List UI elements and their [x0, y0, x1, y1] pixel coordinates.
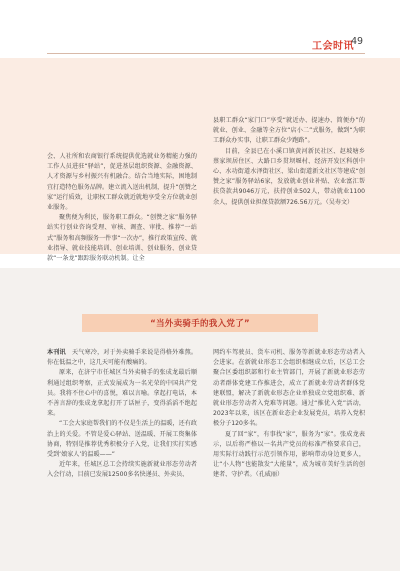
byline: 本刊讯: [47, 349, 66, 356]
paragraph: “工会大家庭帮我们的不仅是生活上的温暖，还有政治上的关爱。不管是爱心驿站、送温暖、开展工资集体协商，特别是推荐优秀积极分子入党，让我们实打实感受到‘娘家人’的温暖——”: [47, 420, 197, 459]
paragraph: 会、人社所和农商银行系统提供优选就业务精能力强的工作人员进驻“驿站”，促进基层组织资源、金融资源、人才资源与乡村振兴有机融合。结合当地实际，困地制宜打造特色服务品牌。建立流入送出机制，提升“创赞之家”运行质效，让职权工群众就近就地享受全方位就业创业服务。: [47, 153, 197, 212]
bottom-article-right-column: [213, 348, 365, 481]
page-number: 49: [351, 36, 364, 47]
paragraph: 原来，在济宁市任城区当外卖骑手的张成龙最后顺利通过组织考察，正式发展成为一名光荣的中国共产党员。我将不住心中的喜悦，难以言喻。拿起打电话，本不善言辞的张成龙拿起打开了话匣子，变得滔滔不绝起来。: [47, 369, 197, 418]
article-title-banner: [82, 314, 318, 332]
header-divider: [47, 53, 365, 54]
paragraph: 夏了回“家”，有事找“家”，服务为“家”。张成龙表示，以后将严格以一名共产党员的标准严格要求自己，用实际行动践行示范引领作用，影响带动身边更多人，让“小人物”也能散发“大能量”，成为城市美好生活的创建者、守护者。（孔威丽）: [213, 430, 365, 479]
page-header: [0, 0, 400, 58]
lead-text: 天气寒冷，对于外卖骑手来说是得格外难熬。你在低温之中，这几天可能有酸痛的。: [47, 349, 198, 367]
top-article-right-column: [213, 116, 365, 208]
paragraph: 近年来，任城区总工会持续实施新就业形态劳动者入会行动，目前已发展12500多名快递员、外卖员、: [47, 461, 197, 479]
paragraph: 县职工群众“家门口”享受“就近办、提速办、简便办”的就业、创业、金融等全方位“店小二”式服务，做到“为职工群众办实事，让职工群众少跑路”。: [213, 117, 365, 145]
bottom-article-left-column: [47, 348, 197, 481]
lead-paragraph: [47, 348, 197, 368]
article-title: “当外卖骑手的我入党了”: [150, 319, 250, 329]
paragraph: 网约车驾驶员、货车司机、服务等新就业形态劳动者入会进家。在新就业形态工会组织相继成立后，区总工会聚合区委组织部和行业主管部门，开展了新就业形态劳动者群体党建工作推进会，成立了新就业劳动者群体党建联盟，解决了新就业形态企业单独成立党组织难、新就业形态劳动者入党难等问题。通过“推优入党”活动，2023年以来，该区在新业态企业发展党员，培养入党积极分子120多名。: [213, 349, 365, 428]
paragraph: 目前，全县已在小溪口镇黄河新民社区、赵坡塘乡蔡家坝居住区、大路口乡贯坝堰村、经济开发区科创中心、水功街道水泽街社区、梁山街道新文社区等建成“创赞之家”服务驿站6家，发放就业创业补贴、农业富汇帮扶贷款共9046万元，扶持创业502人，带动就业1100余人，提供创业担保贷款额726.56万元。（吴寿文）: [213, 147, 365, 206]
paragraph: 聚焦便为利民，服务职工群众。“创赞之家”服务驿站实行创业咨询受理、审核、调查、审批、推荐“一站式”服务和高频服务一件事“一次办”，推行政策宣传、就业指导、就业技能培训、创业培训、创业服务、创业贷款“一条龙”跟踪服务联动机制。让全: [47, 214, 197, 263]
top-article-left-column: [47, 152, 197, 264]
magazine-title: 工会时讯: [312, 41, 354, 52]
